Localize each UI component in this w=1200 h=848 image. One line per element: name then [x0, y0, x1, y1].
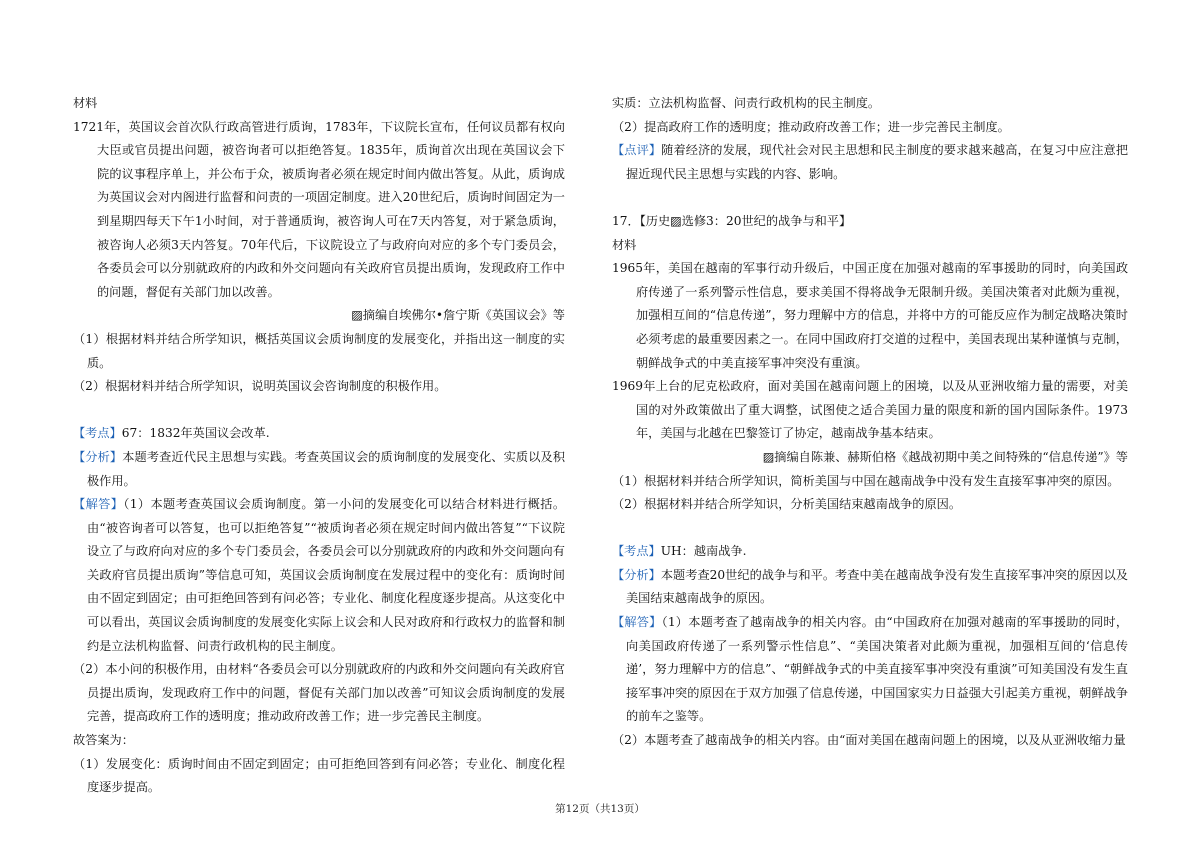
jieda-text-1: （1）本题考查了越南战争的相关内容。由“中国政府在加强对越南的军事援助的同时，向美国政府传递了一系列警示性信息”、“美国决策者对此颇为重视，加强相互间的‘信息传递’，努力理解中方的信息”、“朝鲜战争式的中美直接军事冲突没有重演”可知美国没有发生直接军事冲突的原因在于双方加强了信息传递，中国国家实力日益强大引起美方重视，朝鲜战争的前车之鉴等。: [626, 615, 1129, 724]
fenxi-tag: 【分析】: [73, 449, 123, 464]
q17-question-2: （2）根据材料并结合所学知识，分析美国结束越南战争的原因。: [612, 497, 962, 512]
q17-material-para-2: 1969年上台的尼克松政府，面对美国在越南问题上的困境，以及从亚洲收缩力量的需要，对美国的对外政策做出了重大调整，试图使之适合美国力量的限度和新的国内国际条件。1973年，美国与北越在巴黎签订了协定，越南战争基本结束。: [612, 379, 1128, 441]
q17-title: 17．【历史▨选修3：20世纪的战争与和平】: [612, 213, 852, 228]
q17-fenxi: [612, 564, 1128, 611]
answer-label: 故答案为：: [73, 733, 134, 748]
spacer: [612, 186, 1128, 210]
q17-material-para-1: 1965年，美国在越南的军事行动升级后，中国正度在加强对越南的军事援助的同时，向美国政府传递了一系列警示性信息，要求美国不得将战争无限制升级。美国决策者对此颇为重视，加强相互间的“信息传递”，努力理解中方的信息，并将中方的可能反应作为制定战略决策时必须考虑的最重要因素之一。在同中国政府打交道的过程中，美国表现出某种谨慎与克制，朝鲜战争式的中美直接军事冲突没有重演。: [612, 261, 1128, 370]
answer-1: （1）发展变化：质询时间由不固定到固定；由可拒绝回答到有问必答；专业化、制度化程度逐步提高。: [73, 756, 565, 795]
jieda-text-1: （1）本题考查英国议会质询制度。第一小问的发展变化可以结合材料进行概括。由“被咨询者可以答复，也可以拒绝答复”“被质询者必须在规定时间内做出答复”“下议院设立了与政府向对应的多个专门委员会，各委员会可以分别就政府的内政和外交问题向有关政府官员提出质询”等信息可知，英国议会质询制度在发展过程中的变化有：质询时间由不固定到固定；由可拒绝回答到有问必答；专业化、制度化程度逐步提高。从这变化中可以看出，英国议会质询制度的发展变化实际上议会和人民对政府和行政权力的监督和制约是立法机构监督、问责行政机构的民主制度。: [87, 497, 566, 653]
left-column: [73, 92, 565, 800]
right-column: [612, 92, 1128, 753]
spacer: [612, 517, 1128, 541]
q16-source: ▨摘编自埃佛尔•詹宁斯《英国议会》等: [351, 308, 565, 323]
fenxi-tag: 【分析】: [612, 567, 661, 582]
q16-dianping: [612, 139, 1128, 186]
kaodian-tag: 【考点】: [612, 544, 661, 559]
q16-kaodian: [73, 422, 565, 446]
q16-jieda-2: （2）本小问的积极作用，由材料“各委员会可以分别就政府的内政和外交问题向有关政府官员提出质询，发现政府工作中的问题，督促有关部门加以改善”可知议会质询制度的发展完善，提高政府工作的透明度；推动政府改善工作；进一步完善民主制度。: [73, 662, 565, 724]
q16-material-label: 材料: [73, 96, 98, 110]
q17-question-1: （1）根据材料并结合所学知识，简析美国与中国在越南战争中没有发生直接军事冲突的原因。: [612, 473, 1120, 488]
kaodian-text: UH：越南战争.: [660, 544, 747, 559]
q16-material-text: 1721年，英国议会首次队行政高管进行质询，1783年，下议院长宣布，任何议员都有权向大臣或官员提出问题，被咨询者可以拒绝答复。1835年，质询首次出现在英国议会下院的议事程序单上，并公布于众，被质询者必须在规定时间内做出答复。从此，质询成为英国议会对内阁进行监督和问责的一项固定制度。进入20世纪后，质询时间固定为一到星期四每天下午1小时间，对于普通质询，被咨询人可在7天内答复，对于紧急质询，被咨询人必须3天内答复。70年代后，下议院设立了与政府向对应的多个专门委员会，各委员会可以分别就政府的内政和外交问题向有关政府官员提出质询，发现政府工作中的问题，督促有关部门加以改善。: [73, 119, 565, 299]
q16-fenxi: [73, 446, 565, 493]
fenxi-text: 本题考查近代民主思想与实践。考查英国议会的质询制度的发展变化、实质以及积极作用。: [87, 449, 566, 488]
kaodian-text: 67：1832年英国议会改革.: [121, 426, 270, 441]
q16-question-1: （1）根据材料并结合所学知识，概括英国议会质询制度的发展变化，并指出这一制度的实质。: [73, 331, 565, 370]
dianping-text: 随着经济的发展，现代社会对民主思想和民主制度的要求越来越高，在复习中应注意把握近现代民主思想与实践的内容、影响。: [626, 143, 1129, 181]
jieda-tag: 【解答】: [73, 497, 124, 512]
dianping-tag: 【点评】: [612, 143, 662, 158]
answer-1-continued: 实质：立法机构监督、问责行政机构的民主制度。: [612, 96, 881, 110]
jieda-tag: 【解答】: [612, 615, 662, 630]
q17-kaodian: [612, 540, 1128, 564]
kaodian-tag: 【考点】: [73, 426, 122, 441]
answer-2: （2）提高政府工作的透明度；推动政府改善工作；进一步完善民主制度。: [612, 119, 1010, 134]
q17-jieda-2: （2）本题考查了越南战争的相关内容。由“面对美国在越南问题上的困境，以及从亚洲收缩力量: [612, 733, 1126, 748]
q17-jieda-1: [612, 611, 1128, 729]
q17-material-label: 材料: [612, 237, 637, 252]
q16-jieda-1: [73, 493, 565, 658]
q17-source: ▨摘编自陈兼、赫斯伯格《越战初期中美之间特殊的“信息传递”》等: [762, 449, 1128, 464]
fenxi-text: 本题考查20世纪的战争与和平。考查中美在越南战争没有发生直接军事冲突的原因以及美国结束越南战争的原因。: [626, 567, 1128, 606]
spacer: [73, 399, 565, 423]
page-number-footer: 第12页（共13页）: [555, 803, 645, 815]
q16-question-2: （2）根据材料并结合所学知识，说明英国议会咨询制度的积极作用。: [73, 379, 447, 394]
